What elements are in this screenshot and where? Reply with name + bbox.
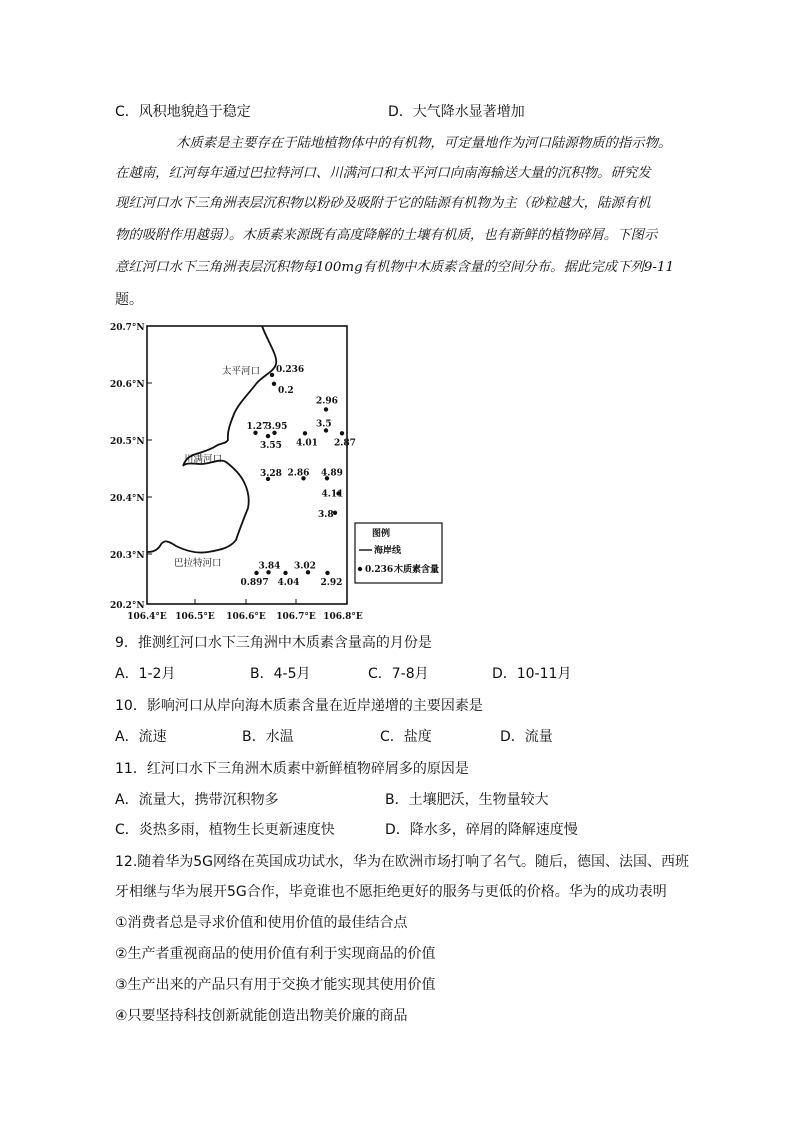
sample-point: [340, 431, 344, 435]
question-10-stem: 10．影响河口从岸向海木质素含量在近岸递增的主要因素是: [115, 698, 483, 714]
lat-label: 20.5°N: [110, 437, 145, 447]
prev-option-d: D．大气降水显著增加: [388, 104, 525, 120]
sample-point-label: 4.04: [277, 577, 300, 588]
passage-line: 在越南，红河每年通过巴拉特河口、川满河口和太平河口向南海输送大量的沉积物。研究发: [115, 166, 651, 181]
place-taiping: 太平河口: [222, 366, 261, 377]
sample-point: [254, 571, 258, 575]
legend-sample-value: 0.236: [365, 565, 394, 575]
question-12-stem: 12.随着华为5G网络在英国成功试水，华为在欧洲市场打响了名气。随后，德国、法国、西班: [115, 854, 690, 870]
sample-point-label: 2.87: [334, 438, 356, 449]
sample-point: [303, 431, 307, 435]
sample-point-label: 2.96: [316, 396, 338, 407]
place-balat: 巴拉特河口: [174, 558, 222, 569]
sample-point-label: 0.236: [276, 364, 305, 375]
lon-label: 106.7°E: [276, 612, 316, 622]
sample-point: [283, 571, 287, 575]
question-10-option[interactable]: D．流量: [500, 729, 553, 745]
passage-line: 木质素是主要存在于陆地植物体中的有机物，可定量地作为河口陆源物质的指示物。: [176, 136, 672, 151]
lon-label: 106.5°E: [175, 612, 215, 622]
sample-point-label: 1.27: [246, 421, 269, 432]
sample-point-label: 0.897: [240, 577, 269, 588]
sample-point-label: 2.92: [320, 577, 343, 588]
sample-point: [270, 373, 274, 377]
sample-point: [325, 571, 329, 575]
lat-label: 20.6°N: [110, 380, 145, 390]
lat-label: 20.3°N: [110, 551, 145, 561]
legend: [355, 523, 442, 583]
sample-point-label: 4.01: [296, 438, 318, 449]
question-10-option[interactable]: A．流速: [115, 729, 167, 745]
legend-title: 图例: [372, 529, 391, 539]
passage-line: 现红河口水下三角洲表层沉积物以粉砂及吸附于它的陆源有机物为主（砂粒越大，陆源有机: [115, 196, 651, 211]
question-12-item: ①消费者总是寻求价值和使用价值的最佳结合点: [115, 915, 408, 931]
sample-points: [241, 365, 356, 588]
passage-line: 物的吸附作用越弱）。木质素来源既有高度降解的土壤有机质，也有新鲜的植物碎屑。下图示: [115, 228, 658, 243]
sample-point-label: 0.2: [278, 385, 294, 396]
passage-line: 题。: [115, 292, 143, 308]
question-11-stem: 11．红河口水下三角洲木质素中新鲜植物碎屑多的原因是: [115, 761, 469, 777]
coastline: [147, 326, 276, 553]
legend-sample-label: 木质素含量: [394, 565, 440, 575]
question-9-stem: 9．推测红河口水下三角洲中木质素含量高的月份是: [115, 635, 432, 651]
prev-option-c: C．风积地貌趋于稳定: [115, 104, 251, 120]
passage-line: 意红河口水下三角洲表层沉积物每100mg有机物中木质素含量的空间分布。据此完成下列9-11: [115, 260, 674, 275]
question-9-option[interactable]: D．10-11月: [492, 666, 572, 682]
legend-coastline: 海岸线: [374, 546, 402, 556]
sample-point: [266, 434, 270, 438]
question-12-item: ④只要坚持科技创新就能创造出物美价廉的商品: [115, 1008, 408, 1024]
question-11-option[interactable]: A．流量大，携带沉积物多: [115, 792, 279, 808]
question-12-item: ③生产出来的产品只有用于交换才能实现其使用价值: [115, 977, 436, 993]
question-11-option[interactable]: B．土壤肥沃，生物量较大: [385, 792, 549, 808]
question-10-option[interactable]: B．水温: [242, 729, 294, 745]
sample-point: [272, 382, 276, 386]
lat-label: 20.7°N: [110, 323, 145, 333]
lat-label: 20.4°N: [110, 494, 145, 504]
lon-label: 106.4°E: [127, 612, 167, 622]
question-12-stem: 牙相继与华为展开5G合作，毕竟谁也不愿拒绝更好的服务与更低的价格。华为的成功表明: [115, 884, 667, 900]
lignin-distribution-map: [110, 318, 450, 628]
question-10-option[interactable]: C．盐度: [380, 729, 432, 745]
sample-point-label: 4.11: [321, 489, 344, 500]
question-9-option[interactable]: B．4-5月: [250, 666, 311, 682]
question-11-option[interactable]: C．炎热多雨，植物生长更新速度快: [115, 822, 335, 838]
sample-point-label: 4.89: [321, 468, 343, 479]
sample-point-label: 3.5: [316, 419, 332, 430]
sample-point-label: 3.02: [294, 561, 316, 572]
sample-point-label: 3.8: [318, 509, 334, 520]
place-chuanman: 川满河口: [184, 454, 223, 465]
sample-point-label: 3.95: [265, 421, 288, 432]
sample-point-label: 3.55: [260, 441, 282, 452]
legend-dot-swatch: [358, 567, 362, 571]
sample-point: [324, 407, 328, 411]
sample-point-label: 3.28: [260, 468, 282, 479]
lat-label: 20.2°N: [110, 601, 145, 611]
lon-label: 106.6°E: [226, 612, 266, 622]
question-9-option[interactable]: A．1-2月: [115, 666, 176, 682]
sample-point-label: 2.86: [287, 468, 310, 479]
sample-point-label: 3.84: [258, 561, 281, 572]
question-11-option[interactable]: D．降水多，碎屑的降解速度慢: [385, 822, 578, 838]
question-12-item: ②生产者重视商品的使用价值有利于实现商品的价值: [115, 946, 436, 962]
question-9-option[interactable]: C．7-8月: [368, 666, 429, 682]
lon-label: 106.8°E: [323, 612, 363, 622]
